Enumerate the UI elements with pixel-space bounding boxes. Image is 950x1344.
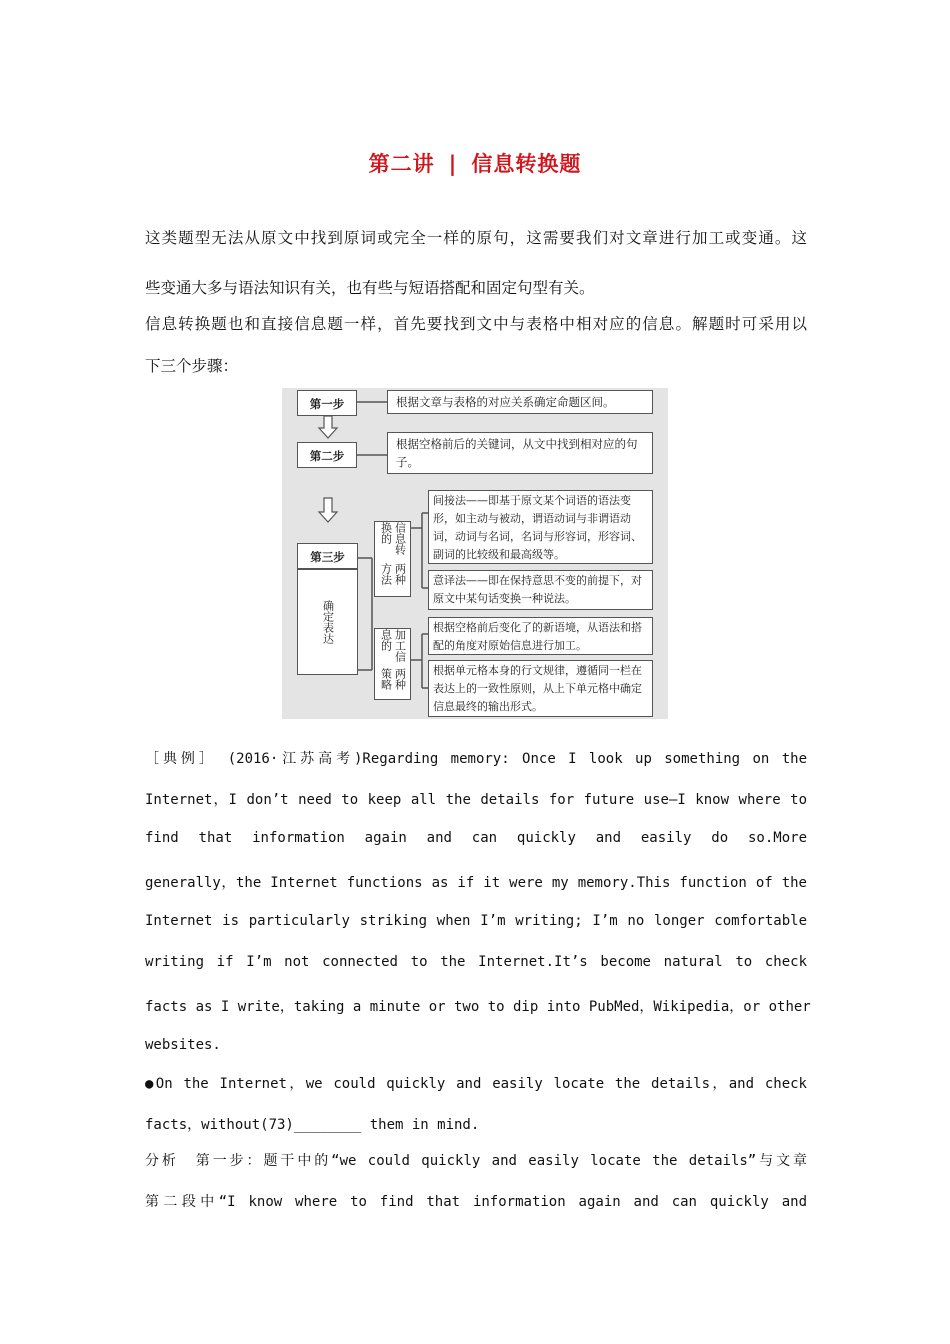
- methods-label: [374, 521, 411, 597]
- example-line: writing if I’m not connected to the Internet.It’s become natural to check: [145, 954, 807, 970]
- step-1-description: 根据文章与表格的对应关系确定命题区间。: [387, 390, 653, 414]
- context-strategy: 根据空格前后变化了的新语境，从语法和搭配的角度对原始信息进行加工。: [428, 617, 653, 655]
- paraphrase-method: 意译法——即在保持意思不变的前提下，对原文中某句话变换一种说法。: [428, 570, 653, 610]
- question-line: facts，without(73)________ them in mind.: [145, 1117, 480, 1133]
- methods-label-col-a: 信息转换的: [379, 522, 407, 555]
- question-line: ●On the Internet，we could quickly and easily locate the details，and check: [145, 1076, 807, 1092]
- steps-diagram: [282, 388, 668, 719]
- step-3-box: 第三步: [297, 543, 358, 569]
- strategies-label: [374, 628, 411, 700]
- lecture-topic: 信息转换题: [471, 152, 582, 176]
- intro-line: 下三个步骤：: [145, 357, 239, 375]
- lecture-number: 第二讲: [368, 152, 435, 176]
- consistency-strategy: 根据单元格本身的行文规律，遵循同一栏在表达上的一致性原则，从上下单元格中确定信息最终的输出形式。: [428, 660, 653, 717]
- page-title: [0, 148, 950, 178]
- intro-line: 些变通大多与语法知识有关，也有些与短语搭配和固定句型有关。: [145, 279, 595, 297]
- step-2-description: 根据空格前后的关键词，从文中找到相对应的句子。: [387, 432, 653, 474]
- intro-line: 这类题型无法从原文中找到原词或完全一样的原句，这需要我们对文章进行加工或变通。这: [145, 229, 807, 247]
- example-line: find that information again and can quickly and easily do so.More: [145, 830, 807, 846]
- methods-label-col-b: 两种方法: [379, 563, 407, 586]
- step-1-box: 第一步: [297, 390, 357, 416]
- step-2-box: 第二步: [297, 442, 357, 468]
- analysis-line: 第二段中“I know where to find that information again and can quickly and: [145, 1194, 807, 1210]
- example-line: ［典例］ (2016·江苏高考)Regarding memory: Once I look up something on the: [145, 751, 807, 767]
- example-line: Internet，I don’t need to keep all the details for future use—I know where to: [145, 792, 807, 808]
- step-3-subtitle: 确定表达: [297, 569, 358, 675]
- example-line: facts as I write，taking a minute or two to dip into PubMed，Wikipedia，or other: [145, 999, 811, 1015]
- example-line: Internet is particularly striking when I’m writing; I’m no longer comfortable: [145, 913, 807, 929]
- intro-line: 信息转换题也和直接信息题一样，首先要找到文中与表格中相对应的信息。解题时可采用以: [145, 315, 807, 333]
- analysis-line: 分析 第一步：题干中的“we could quickly and easily locate the details”与文章: [145, 1153, 807, 1169]
- strategies-label-col-a: 加工信息的: [379, 629, 407, 662]
- example-line: websites.: [145, 1037, 221, 1053]
- title-separator: |: [448, 152, 458, 176]
- example-line: generally，the Internet functions as if it were my memory.This function of the: [145, 875, 807, 891]
- indirect-method: 间接法——即基于原文某个词语的语法变形，如主动与被动，谓语动词与非谓语动词，动词与名词，名词与形容词，形容词、副词的比较级和最高级等。: [428, 490, 653, 564]
- strategies-label-col-b: 两种策略: [379, 667, 407, 690]
